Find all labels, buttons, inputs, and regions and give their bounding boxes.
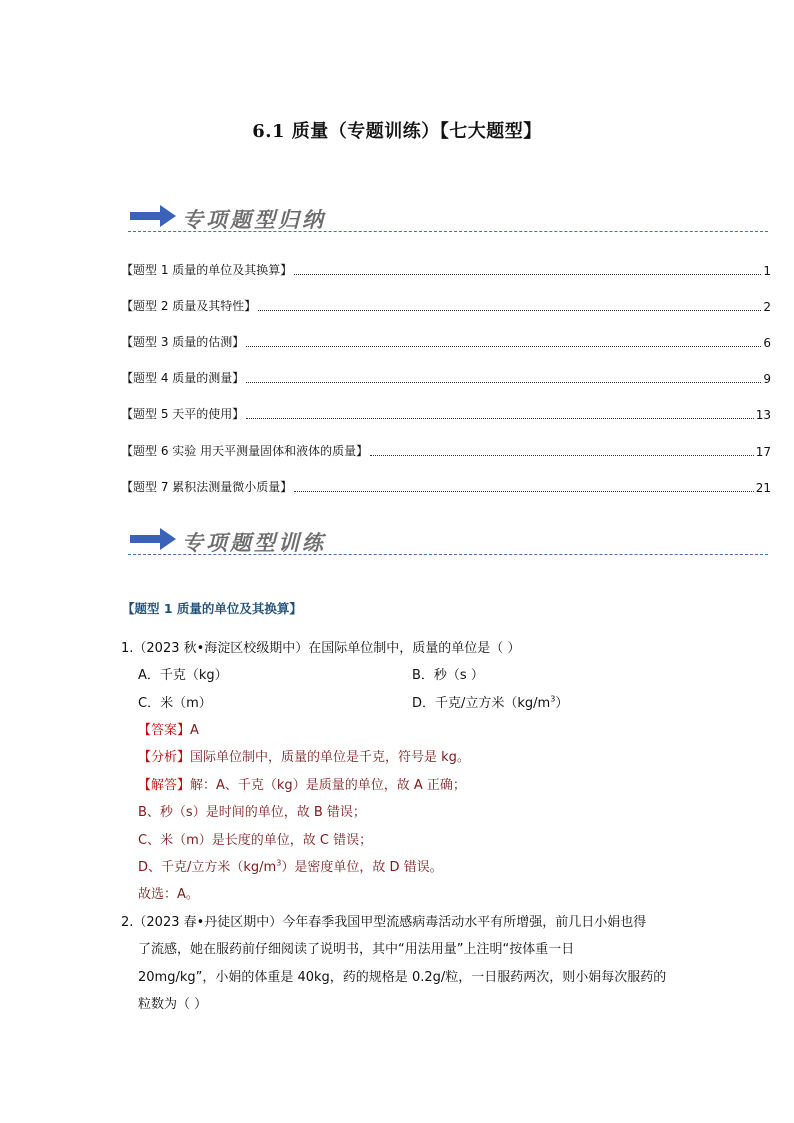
solution-line-b: B、秒（s）是时间的单位，故 B 错误； [138, 805, 366, 820]
toc-item-label: 【题型 4 质量的测量】 [121, 371, 245, 385]
divider [128, 554, 768, 555]
arrow-right-icon [128, 202, 178, 230]
toc-leader [246, 381, 761, 383]
toc-leader [246, 345, 761, 347]
toc-item[interactable] [121, 477, 771, 495]
toc-item-page: 9 [763, 372, 771, 386]
section-banner-summary [128, 202, 768, 236]
analysis-line [138, 746, 470, 765]
toc-item-page: 2 [763, 300, 771, 314]
page-title: 6.1 质量（专题训练）【七大题型】 [252, 121, 542, 142]
solution-line [138, 774, 466, 793]
toc-leader [258, 309, 761, 311]
toc-item-label: 【题型 2 质量及其特性】 [121, 299, 257, 313]
choose-line: 故选：A。 [138, 887, 199, 902]
toc-leader [294, 490, 753, 492]
analysis-text: 国际单位制中，质量的单位是千克，符号是 kg。 [190, 750, 470, 765]
arrow-right-icon [128, 525, 178, 553]
toc-item-label: 【题型 1 质量的单位及其换算】 [121, 263, 293, 277]
section-banner-training [128, 525, 768, 559]
solution-line-d: D、千克/立方米$(kg/m^3)$是密度单位，故 D 错误。 [138, 858, 443, 875]
option-c: C．米（m） [138, 696, 212, 711]
toc-item-page: 6 [763, 336, 771, 350]
banner-title: 专项题型归纳 [182, 208, 326, 232]
divider [128, 231, 768, 232]
toc-item[interactable] [121, 260, 771, 278]
answer-line [138, 719, 199, 738]
toc-item-label: 【题型 5 天平的使用】 [121, 407, 245, 421]
answer-value: A [190, 723, 199, 738]
toc-leader [246, 417, 753, 419]
question-type-heading: 【题型 1 质量的单位及其换算】 [122, 601, 302, 616]
question-stem-cont: 粒数为（ ） [138, 997, 208, 1012]
toc-item-page: 13 [755, 408, 771, 422]
option-a: A．千克（kg） [138, 668, 228, 683]
toc-item[interactable] [121, 441, 771, 459]
toc-item-page: 17 [755, 445, 771, 459]
question-stem-cont: 了流感，她在服药前仔细阅读了说明书，其中“用法用量”上注明“按体重一日 [138, 942, 575, 957]
toc-leader [294, 273, 761, 275]
answer-tag: 【答案】 [138, 723, 191, 738]
toc-item-page: 21 [755, 481, 771, 495]
toc-item-page: 1 [763, 264, 771, 278]
option-d: D．千克/立方米$(kg/m^3)$ [412, 694, 569, 711]
solution-tag: 【解答】 [138, 778, 191, 793]
toc-item-label: 【题型 7 累积法测量微小质量】 [121, 480, 293, 494]
analysis-tag: 【分析】 [138, 750, 191, 765]
toc-item[interactable] [121, 296, 771, 314]
toc-item[interactable] [121, 332, 771, 350]
toc-item-label: 【题型 6 实验 用天平测量固体和液体的质量】 [121, 444, 369, 458]
question-stem: 1.（2023 秋•海淀区校级期中）在国际单位制中，质量的单位是（ ） [121, 641, 521, 656]
option-b: B．秒（s ） [412, 668, 484, 683]
toc-item[interactable] [121, 368, 771, 386]
toc-item[interactable] [121, 404, 771, 422]
solution-line-c: C、米（m）是长度的单位，故 C 错误； [138, 833, 373, 848]
toc-item-label: 【题型 3 质量的估测】 [121, 335, 245, 349]
banner-title: 专项题型训练 [182, 531, 326, 555]
question-stem-cont: 20mg/kg”，小娟的体重是 40kg，药的规格是 0.2g/粒，一日服药两次，则小娟每次服药的 [138, 970, 667, 985]
toc-leader [370, 454, 754, 456]
solution-text: 解：A、千克（kg）是质量的单位，故 A 正确； [190, 778, 466, 793]
question-stem: 2.（2023 春•丹徒区期中）今年春季我国甲型流感病毒活动水平有所增强，前几日小娟也得 [121, 915, 647, 930]
